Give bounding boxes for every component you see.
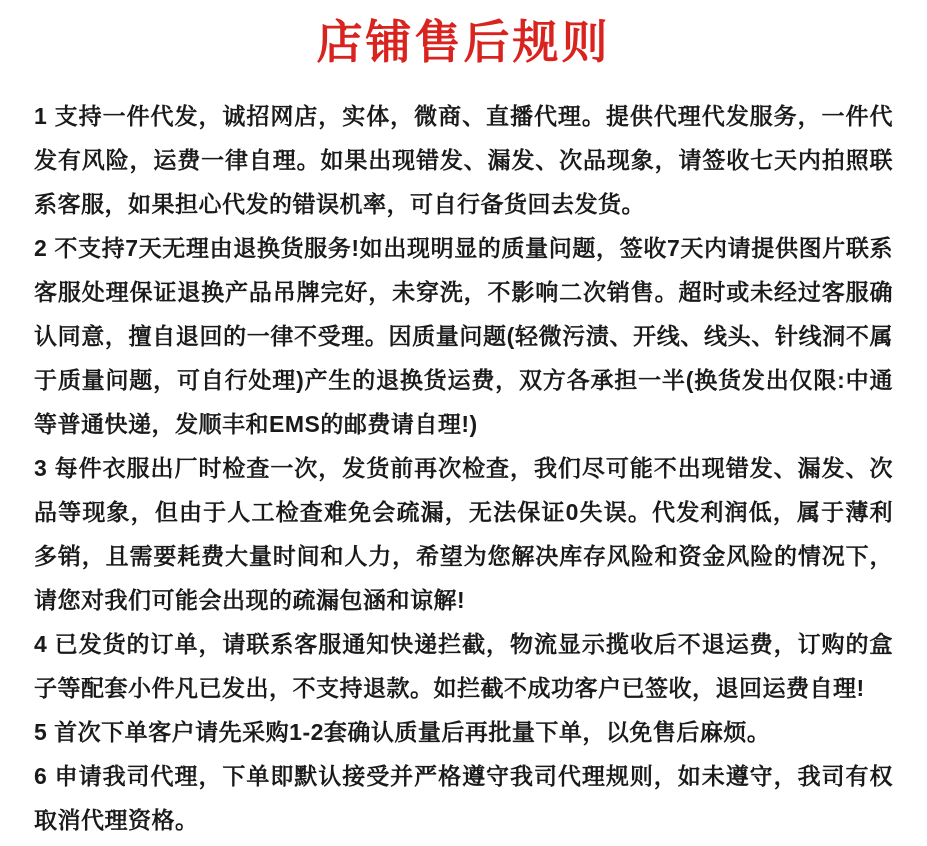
rule-item-4: 4 已发货的订单，请联系客服通知快递拦截，物流显示揽收后不退运费，订购的盒子等配套小件凡已发出，不支持退款。如拦截不成功客户已签收，退回运费自理! — [34, 631, 893, 701]
rules-list — [34, 94, 893, 842]
page-title: 店铺售后规则 — [316, 16, 611, 68]
rule-item-1: 1 支持一件代发，诚招网店，实体，微商、直播代理。提供代理代发服务，一件代发有风险，运费一律自理。如果出现错发、漏发、次品现象，请签收七天内拍照联系客服，如果担心代发的错误机率，可自行备货回去发货。 — [34, 103, 893, 217]
rule-item-6: 6 申请我司代理，下单即默认接受并严格遵守我司代理规则，如未遵守，我司有权取消代理资格。 — [34, 763, 893, 833]
after-sales-rules-document — [0, 12, 927, 846]
rule-item-3: 3 每件衣服出厂时检查一次，发货前再次检查，我们尽可能不出现错发、漏发、次品等现象，但由于人工检查难免会疏漏，无法保证0失误。代发利润低，属于薄利多销，且需要耗费大量时间和人力，希望为您解决库存风险和资金风险的情况下，请您对我们可能会出现的疏漏包涵和谅解! — [34, 455, 893, 613]
rule-item-5: 5 首次下单客户请先采购1-2套确认质量后再批量下单，以免售后麻烦。 — [34, 719, 771, 745]
rule-item-2: 2 不支持7天无理由退换货服务!如出现明显的质量问题，签收7天内请提供图片联系客服处理保证退换产品吊牌完好，未穿洗，不影响二次销售。超时或未经过客服确认同意，擅自退回的一律不受理。因质量问题(轻微污渍、开线、线头、针线洞不属于质量问题，可自行处理)产生的退换货运费，双方各承担一半(换货发出仅限:中通等普通快递，发顺丰和EMS的邮费请自理!) — [34, 235, 893, 437]
